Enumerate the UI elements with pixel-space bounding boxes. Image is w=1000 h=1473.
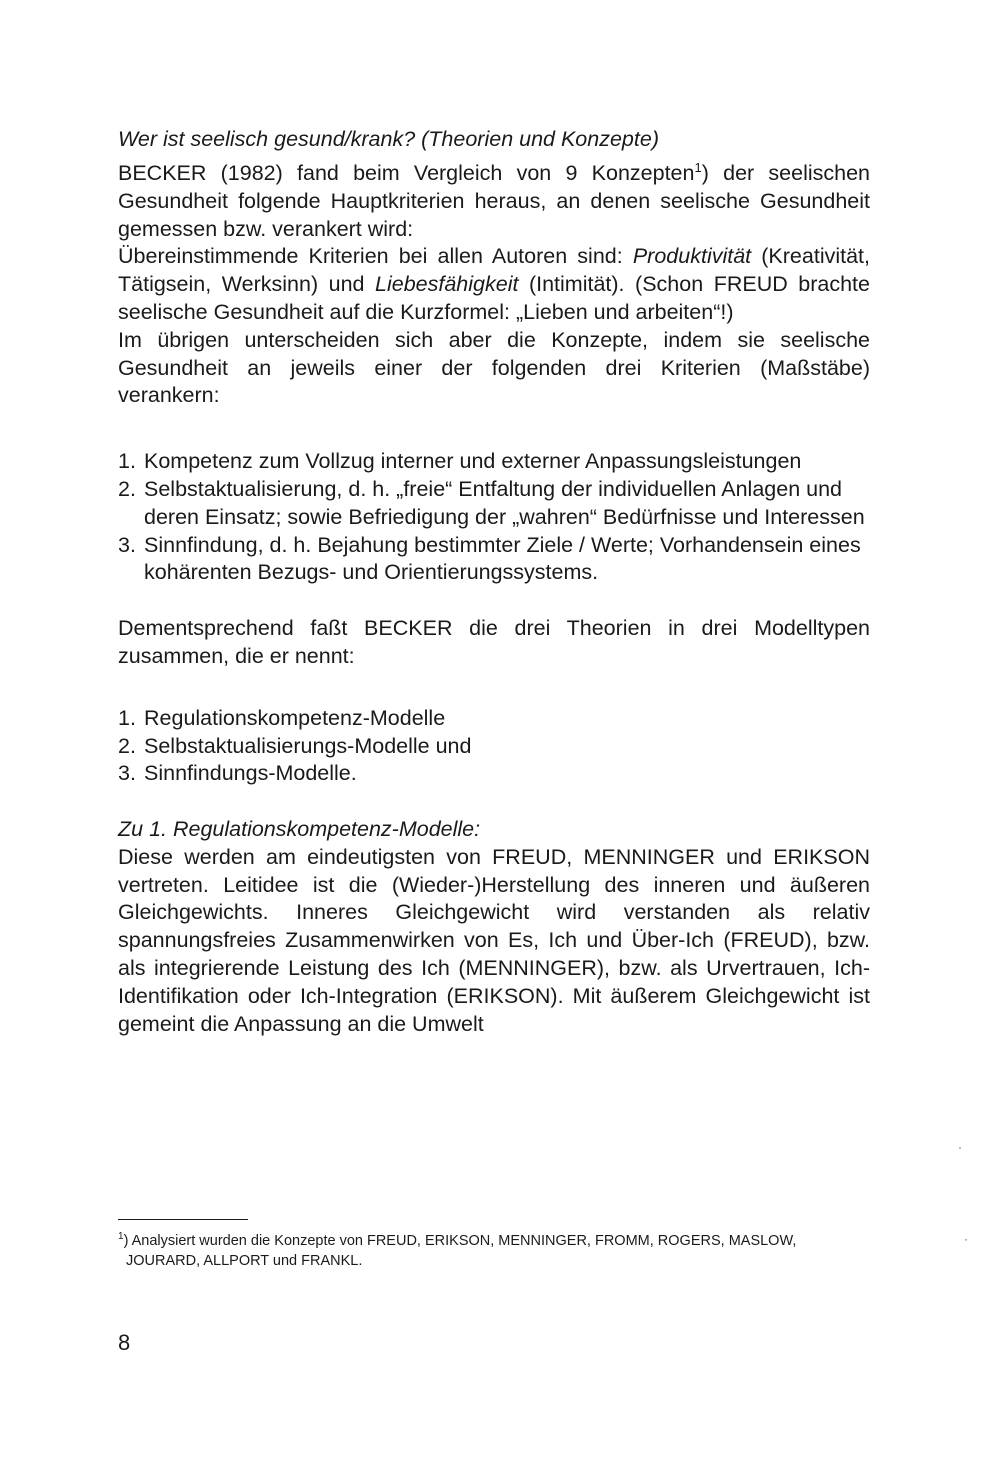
main-text-column — [118, 126, 870, 1038]
spacer — [118, 788, 870, 816]
spacer — [118, 587, 870, 615]
list-number: 3. — [118, 761, 136, 786]
footnote — [118, 1227, 870, 1271]
footnote-marker: 1 — [118, 1231, 124, 1242]
footnote-reference: 1 — [694, 159, 702, 175]
footnote-divider — [118, 1219, 248, 1220]
list-text: Kompetenz zum Vollzug interner und externer Anpassungsleistungen — [144, 449, 802, 474]
list-item — [118, 476, 870, 532]
list-text: Sinnfindungs-Modelle. — [144, 761, 357, 786]
list-number: 3. — [118, 532, 136, 557]
section-heading-2: Zu 1. Regulationskompetenz-Modelle: — [118, 817, 481, 842]
paragraph-text: BECKER (1982) fand beim Vergleich von 9 Konzepten — [118, 160, 695, 185]
list-number: 1. — [118, 449, 136, 474]
list-text: Selbstaktualisierung, d. h. „freie“ Entfaltung der individuellen Anlagen und deren Einsatz; sowie Befriedigung der „wahren“ Bedürfnisse und Interessen — [144, 476, 865, 529]
paragraph-regulation-models: Diese werden am eindeutigsten von FREUD, MENNINGER und ERIKSON vertreten. Leitidee ist die (Wieder-)Herstellung des inneren und äußeren Gleichgewichts. Inneres Gleichgewicht wird verstanden als relativ spannungsfreies Zusammenwirken von Es, Ich und Über-Ich (FREUD), bzw. als integrierende Leistung des Ich (MENNINGER), bzw. als Urvertrauen, Ich-Identifikation oder Ich-Integration (ERIKSON). Mit äußerem Gleichgewicht ist gemeint die Anpassung an die Umwelt — [118, 844, 870, 1036]
emphasis-produktivitaet: Produktivität — [632, 244, 752, 269]
paragraph-text: Übereinstimmende Kriterien bei allen Autoren sind: — [118, 244, 633, 269]
paragraph-model-types: Dementsprechend faßt BECKER die drei Theorien in drei Modelltypen zusammen, die er nennt: — [118, 616, 870, 668]
list-item — [118, 733, 870, 761]
models-list — [118, 705, 870, 788]
paragraph-common-criteria — [118, 243, 870, 326]
section-heading-1: Wer ist seelisch gesund/krank? (Theorien und Konzepte) — [118, 127, 659, 151]
paragraph-text: (Intimität). (Schon FREUD brachte seelische Gesundheit auf die Kurzformel: „Lieben und arbeiten“!) — [118, 272, 870, 324]
paragraph-text: ) der seelischen Gesundheit folgende Hauptkriterien heraus, an denen seelische Gesundheit gemessen bzw. verankert wird: — [118, 160, 870, 241]
list-item — [118, 705, 870, 733]
scan-speck: · — [958, 1140, 962, 1154]
spacer — [118, 410, 870, 438]
list-text: Regulationskompetenz-Modelle — [144, 705, 446, 730]
spacer — [118, 438, 870, 448]
list-text: Selbstaktualisierungs-Modelle und — [144, 733, 472, 758]
list-item — [118, 532, 870, 588]
footnote-text: ) Analysiert wurden die Konzepte von FREUD, ERIKSON, MENNINGER, FROMM, ROGERS, MASLOW, — [123, 1232, 797, 1249]
criteria-list — [118, 448, 870, 587]
list-number: 2. — [118, 733, 136, 758]
list-item — [118, 760, 870, 788]
list-number: 2. — [118, 476, 136, 501]
spacer — [118, 671, 870, 699]
paragraph-differences: Im übrigen unterscheiden sich aber die Konzepte, indem sie seelische Gesundheit an jeweils einer der folgenden drei Kriterien (Maßstäbe) verankern: — [118, 327, 870, 408]
list-number: 1. — [118, 705, 136, 730]
scan-speck: · — [964, 1232, 968, 1246]
page-number: 8 — [118, 1330, 131, 1355]
paragraph-becker-intro — [118, 154, 870, 244]
emphasis-liebesfaehigkeit: Liebesfähigkeit — [375, 272, 519, 297]
footnote-line — [118, 1233, 796, 1249]
paragraph-text: (Kreativität, Tätigsein, Werksinn) und — [118, 244, 870, 297]
list-item — [118, 448, 870, 476]
footnote-line: JOURARD, ALLPORT und FRANKL. — [126, 1252, 363, 1269]
list-text: Sinnfindung, d. h. Bejahung bestimmter Ziele / Werte; Vorhandensein eines kohärenten Bezugs- und Orientierungssystems. — [144, 532, 861, 585]
